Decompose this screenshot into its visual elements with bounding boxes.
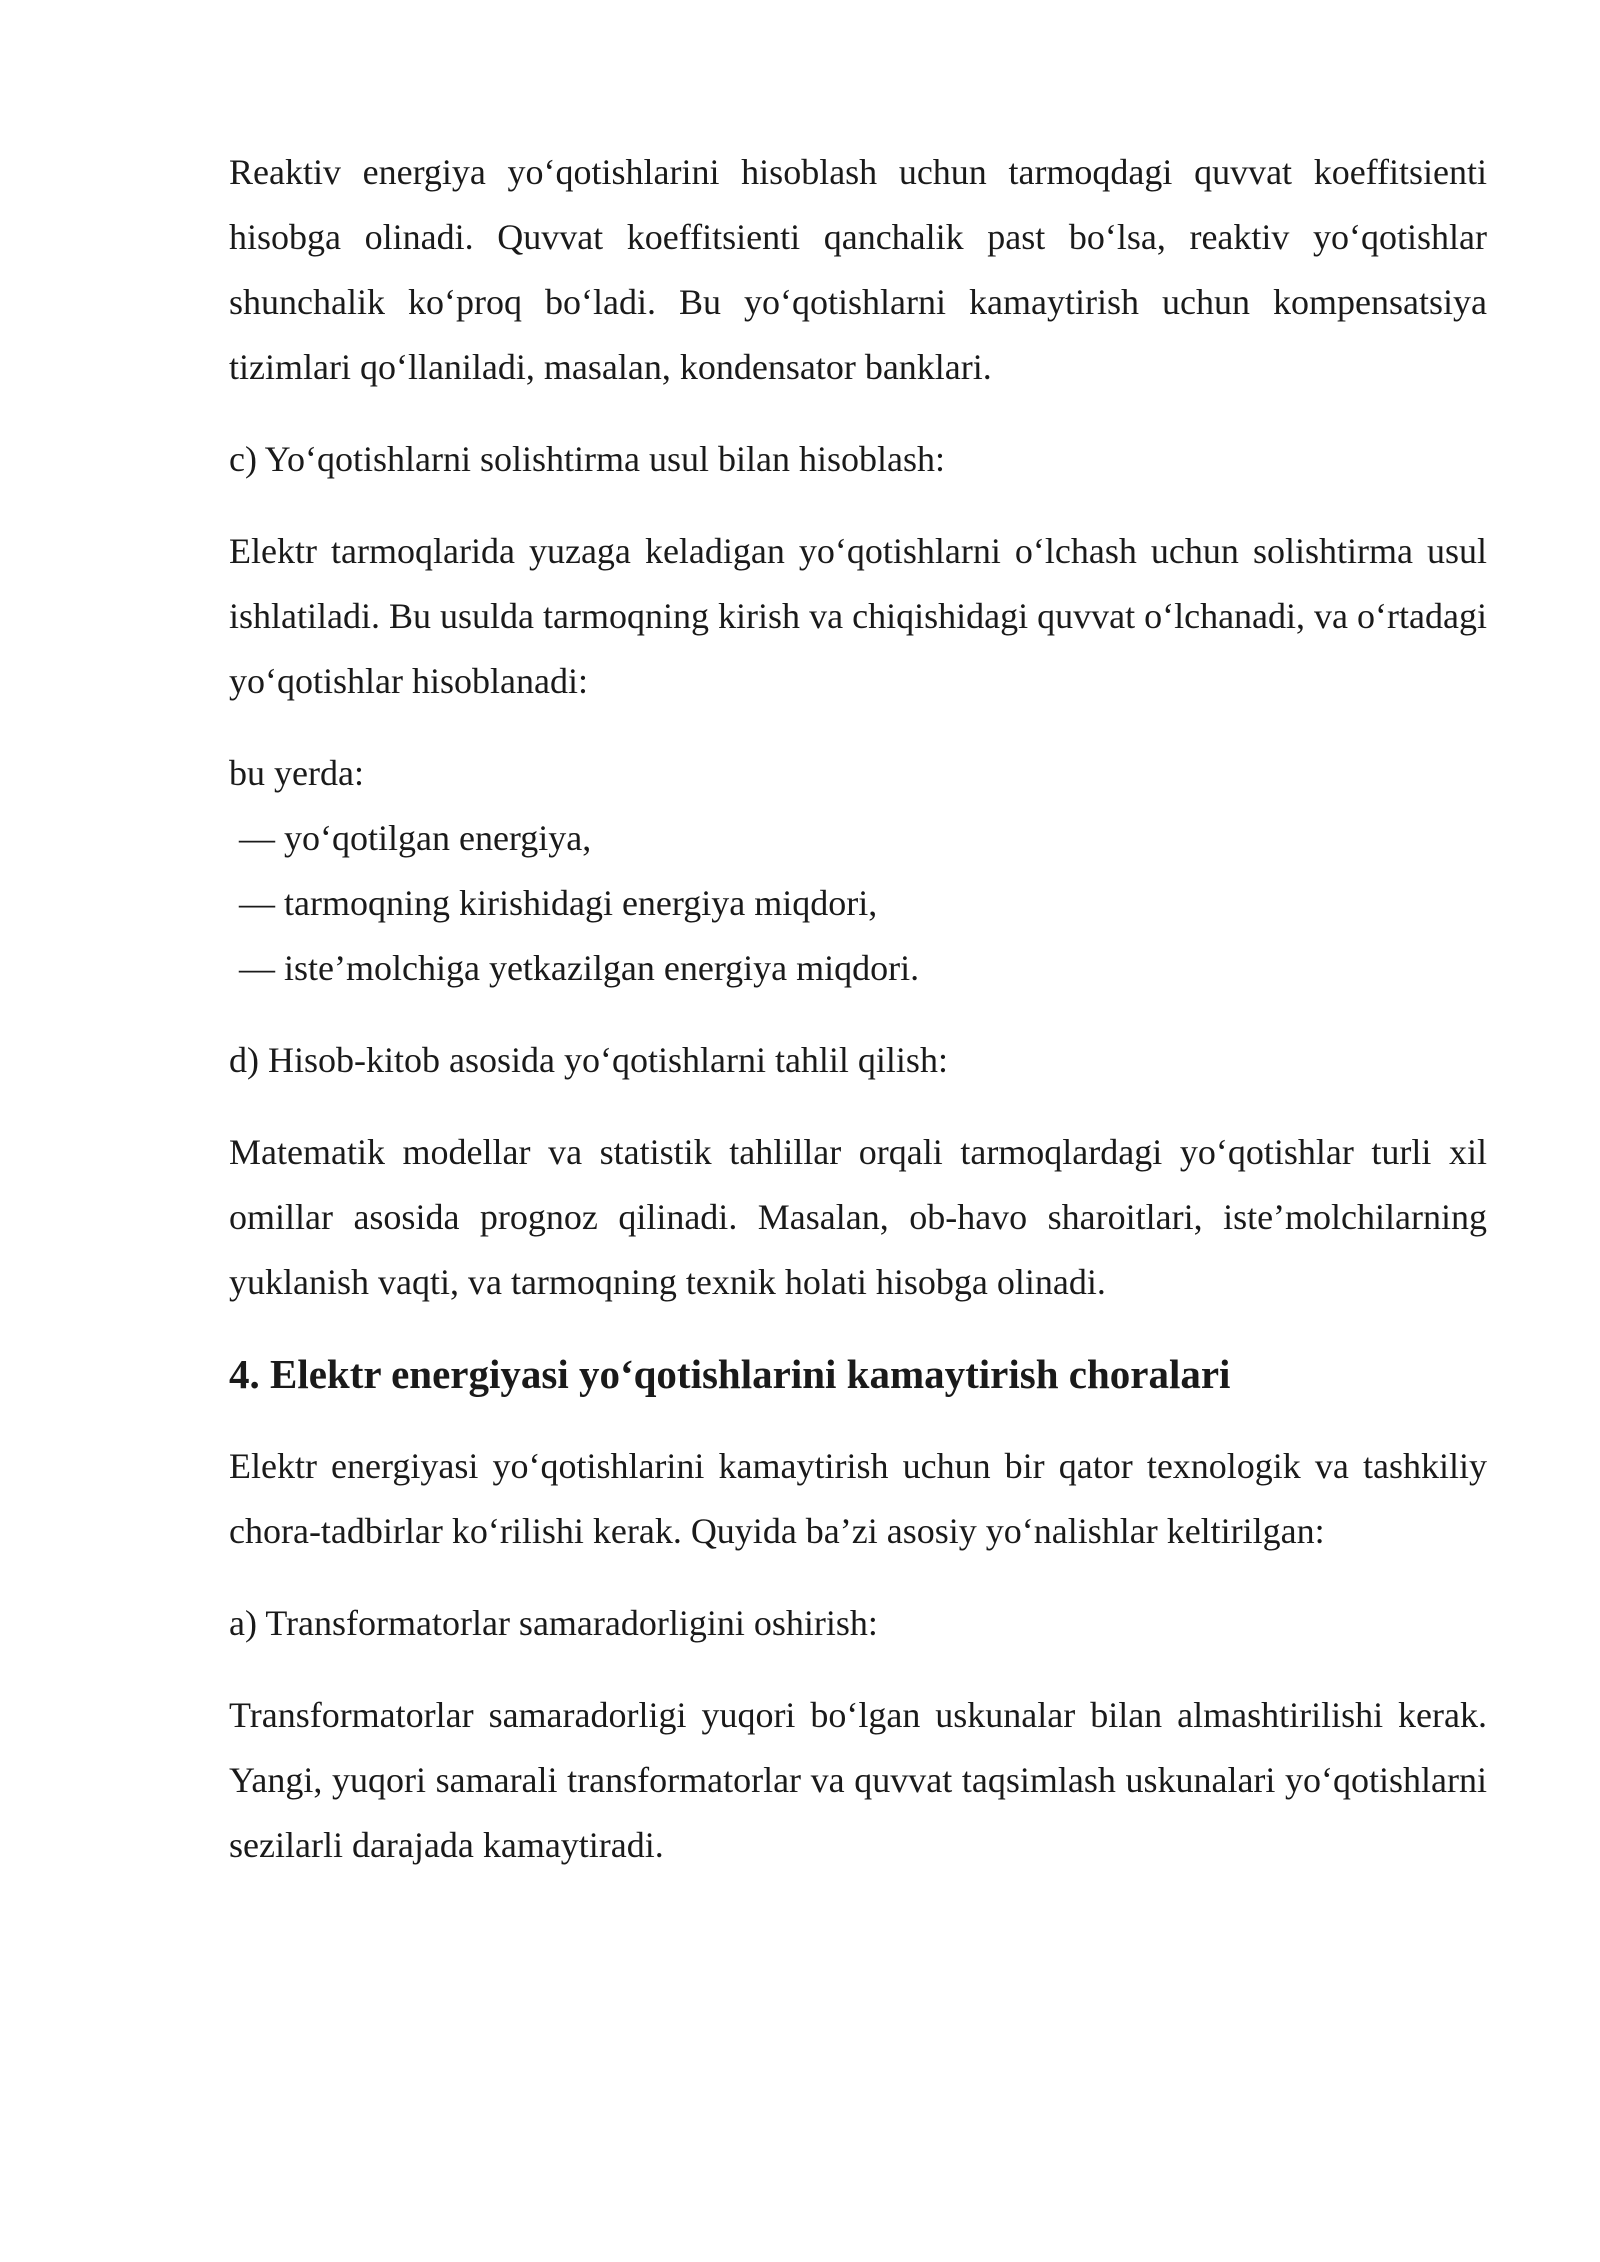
subsection-title-c: c) Yo‘qotishlarni solishtirma usul bilan hisoblash: — [229, 439, 945, 479]
document-page — [229, 140, 1487, 1878]
paragraph-comparative-method: Elektr tarmoqlarida yuzaga keladigan yo‘qotishlarni o‘lchash uchun solishtirma usul ishlatiladi. Bu usulda tarmoqning kirish va chiqishidagi quvvat o‘lchanadi, va o‘rtadagi yo‘qotishlar hisoblanadi: — [229, 531, 1487, 701]
definition-item: — tarmoqning kirishidagi energiya miqdori, — [239, 883, 878, 923]
definition-item: — iste’molchiga yetkazilgan energiya miqdori. — [239, 948, 920, 988]
subsection-title-a: a) Transformatorlar samaradorligini oshirish: — [229, 1603, 878, 1643]
paragraph-analysis: Matematik modellar va statistik tahlillar orqali tarmoqlardagi yo‘qotishlar turli xil omillar asosida prognoz qilinadi. Masalan, ob-havo sharoitlari, iste’molchilarning yuklanish vaqti, va tarmoqning texnik holati hisobga olinadi. — [229, 1132, 1487, 1302]
section-heading: 4. Elektr energiyasi yo‘qotishlarini kamaytirish choralari — [229, 1351, 1231, 1397]
where-label: bu yerda: — [229, 753, 364, 793]
definition-item: — yo‘qotilgan energiya, — [239, 818, 592, 858]
paragraph-reactive-energy: Reaktiv energiya yo‘qotishlarini hisoblash uchun tarmoqdagi quvvat koeffitsienti hisobga olinadi. Quvvat koeffitsienti qanchalik past bo‘lsa, reaktiv yo‘qotishlar shunchalik ko‘proq bo‘ladi. Bu yo‘qotishlarni kamaytirish uchun kompensatsiya tizimlari qo‘llaniladi, masalan, kondensator banklari. — [229, 152, 1487, 387]
subsection-title-d: d) Hisob-kitob asosida yo‘qotishlarni tahlil qilish: — [229, 1040, 948, 1080]
paragraph-reduction-measures: Elektr energiyasi yo‘qotishlarini kamaytirish uchun bir qator texnologik va tashkiliy chora-tadbirlar ko‘rilishi kerak. Quyida ba’zi asosiy yo‘nalishlar keltirilgan: — [229, 1446, 1487, 1551]
paragraph-transformers: Transformatorlar samaradorligi yuqori bo‘lgan uskunalar bilan almashtirilishi kerak. Yangi, yuqori samarali transformatorlar va quvvat taqsimlash uskunalari yo‘qotishlarni sezilarli darajada kamaytiradi. — [229, 1695, 1487, 1865]
